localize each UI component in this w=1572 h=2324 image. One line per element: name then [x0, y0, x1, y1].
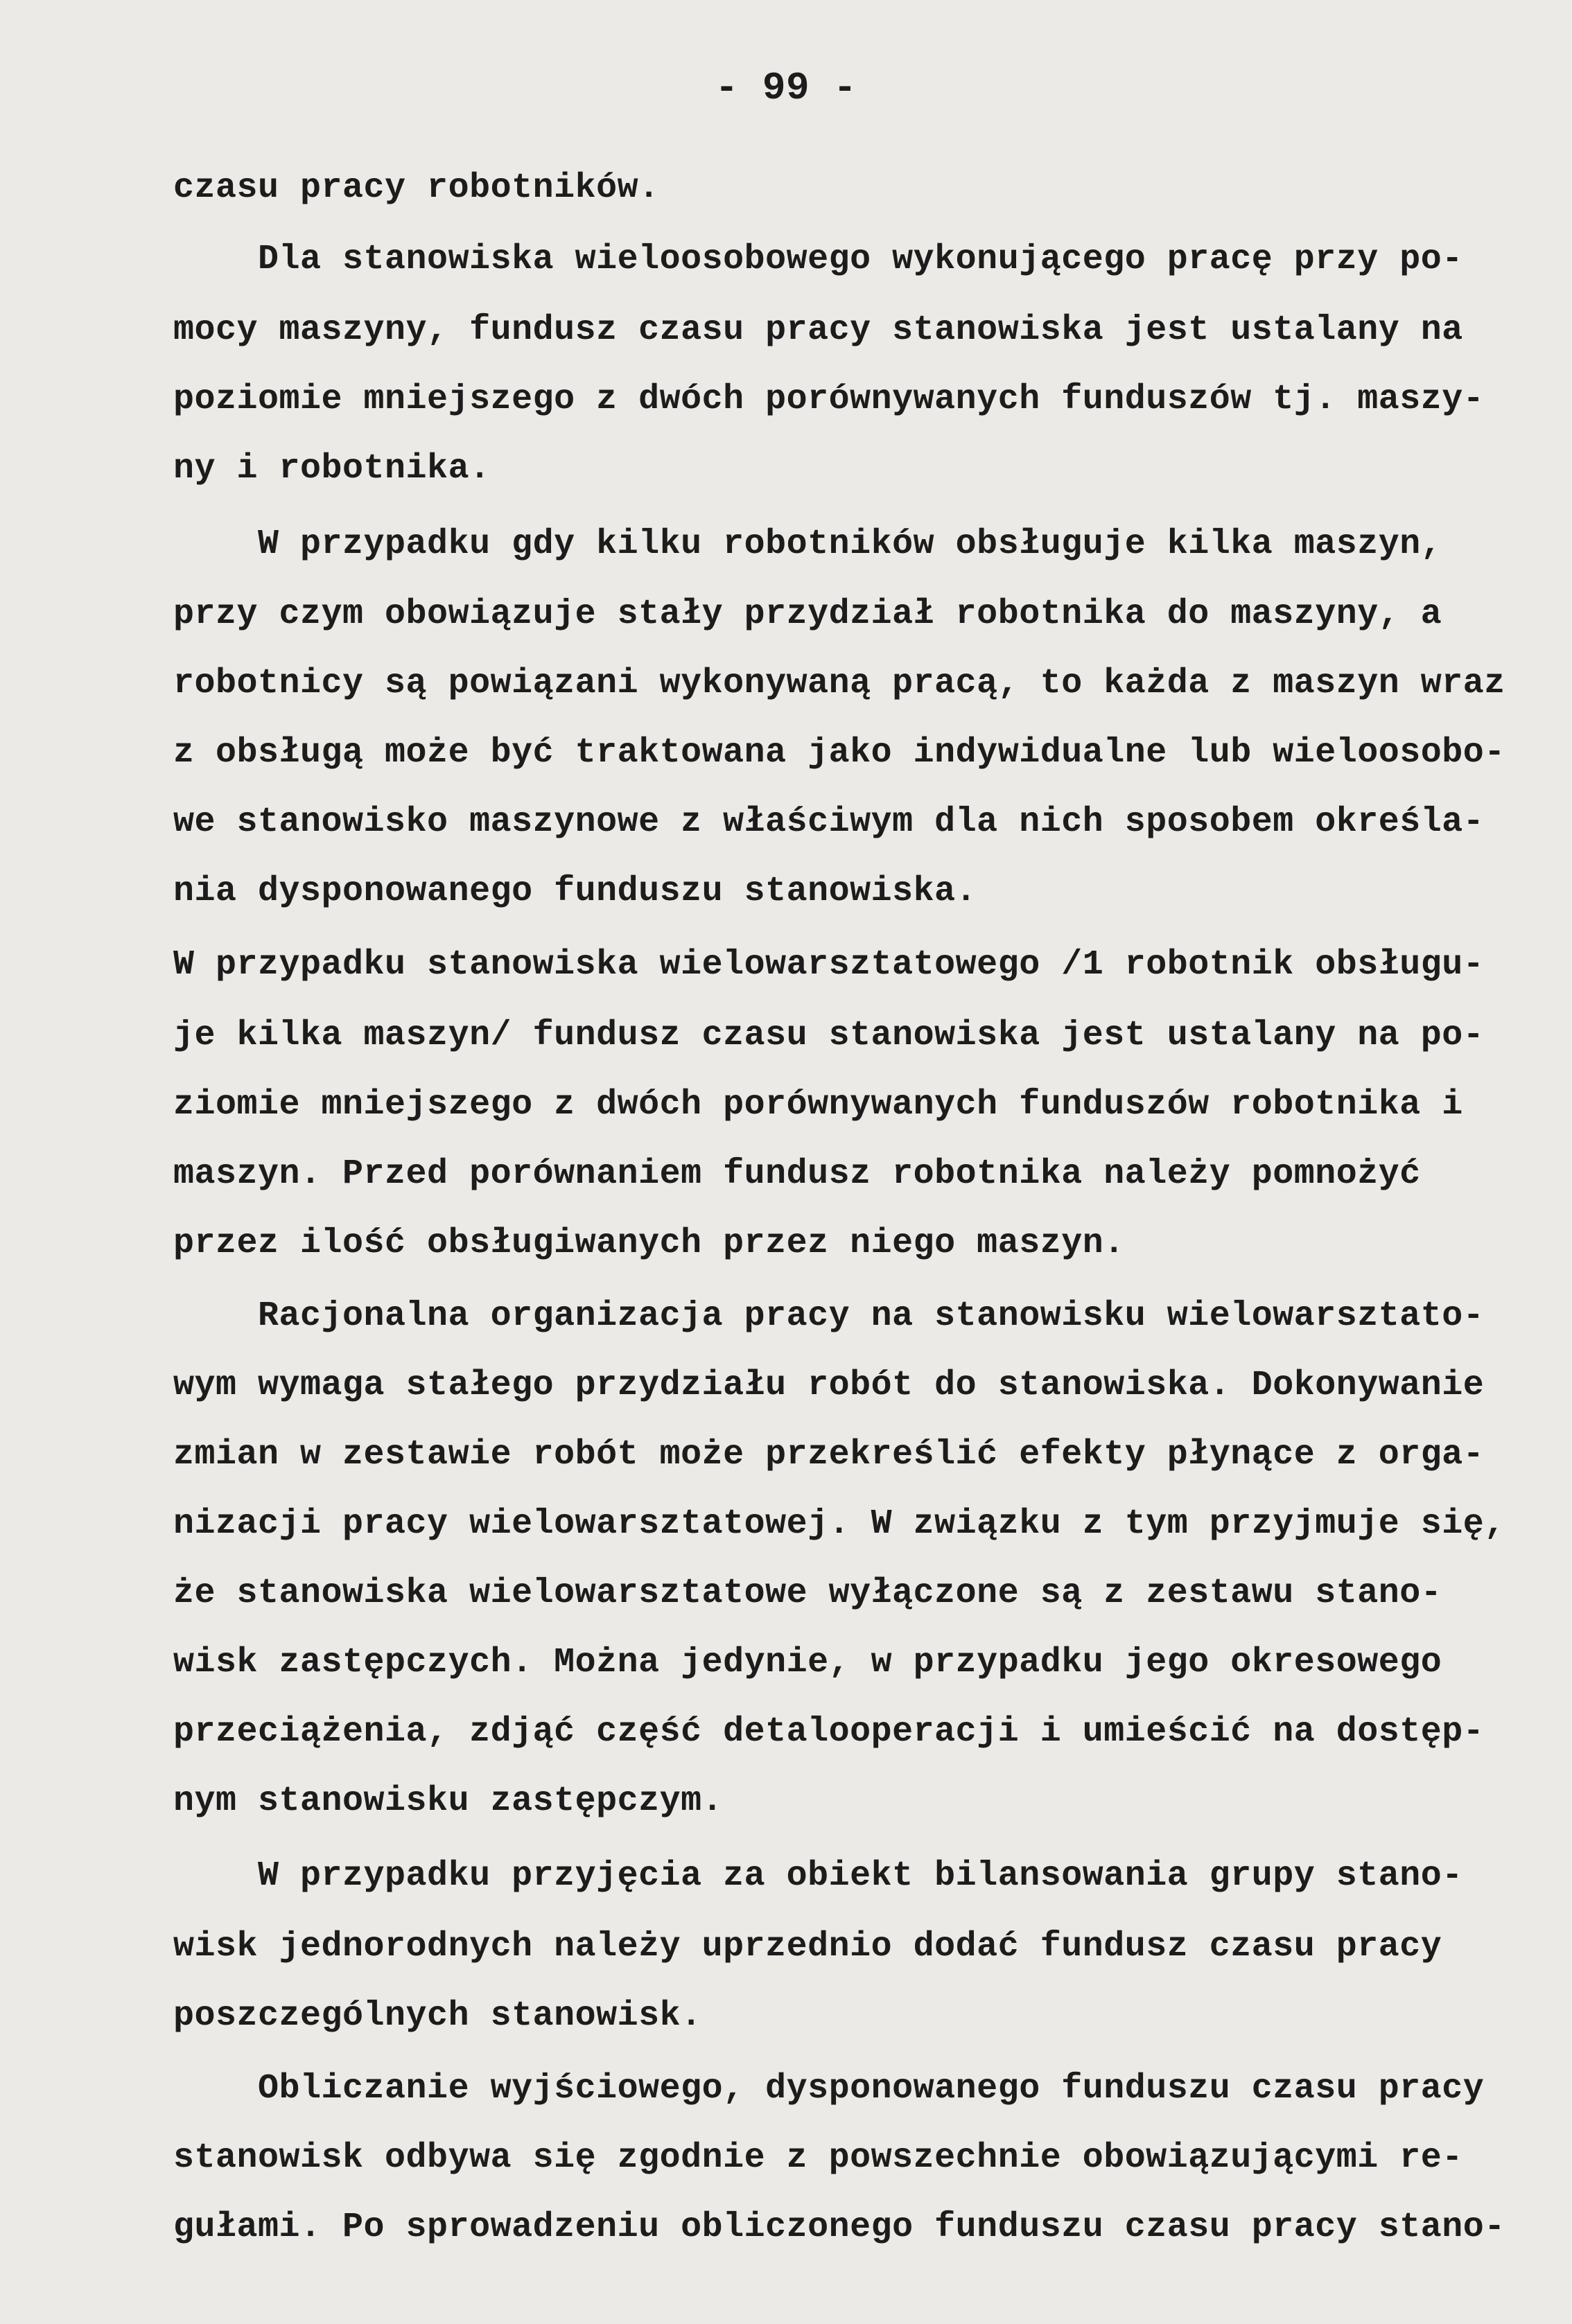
text-line: nym stanowisku zastępczym. [173, 1781, 724, 1821]
text-line: Racjonalna organizacja pracy na stanowisku wielowarsztato- [173, 1296, 1485, 1336]
text-line: z obsługą może być traktowana jako indywidualne lub wieloosobo- [173, 733, 1505, 773]
text-line: nizacji pracy wielowarsztatowej. W związku z tym przyjmuje się, [173, 1504, 1505, 1544]
text-line: czasu pracy robotników. [173, 168, 660, 208]
text-line: Obliczanie wyjściowego, dysponowanego funduszu czasu pracy [173, 2069, 1485, 2109]
text-line: zmian w zestawie robót może przekreślić efekty płynące z orga- [173, 1435, 1485, 1474]
text-line: W przypadku stanowiska wielowarsztatowego /1 robotnik obsługu- [173, 945, 1485, 985]
text-line: robotnicy są powiązani wykonywaną pracą, to każda z maszyn wraz [173, 664, 1505, 703]
text-line: wym wymaga stałego przydziału robót do stanowiska. Dokonywanie [173, 1366, 1485, 1405]
text-line: przez ilość obsługiwanych przez niego maszyn. [173, 1224, 1125, 1263]
text-line: je kilka maszyn/ fundusz czasu stanowiska jest ustalany na po- [173, 1016, 1485, 1055]
text-line: poszczególnych stanowisk. [173, 1996, 702, 2036]
text-line: we stanowisko maszynowe z właściwym dla nich sposobem określa- [173, 802, 1485, 842]
text-line: wisk zastępczych. Można jedynie, w przypadku jego okresowego [173, 1643, 1442, 1682]
text-line: że stanowiska wielowarsztatowe wyłączone są z zestawu stano- [173, 1574, 1442, 1613]
text-line: mocy maszyny, fundusz czasu pracy stanowiska jest ustalany na [173, 310, 1463, 350]
text-line: ziomie mniejszego z dwóch porównywanych funduszów robotnika i [173, 1085, 1463, 1125]
page-number: - 99 - [715, 66, 857, 110]
text-line: W przypadku gdy kilku robotników obsługuje kilka maszyn, [173, 525, 1442, 564]
text-line: gułami. Po sprowadzeniu obliczonego funduszu czasu pracy stano- [173, 2208, 1505, 2247]
text-line: nia dysponowanego funduszu stanowiska. [173, 872, 977, 911]
text-line: Dla stanowiska wieloosobowego wykonującego pracę przy po- [173, 240, 1463, 279]
text-line: wisk jednorodnych należy uprzednio dodać fundusz czasu pracy [173, 1927, 1442, 1966]
text-line: ny i robotnika. [173, 449, 491, 488]
text-line: przeciążenia, zdjąć część detalooperacji i umieścić na dostęp- [173, 1712, 1485, 1752]
text-line: przy czym obowiązuje stały przydział robotnika do maszyny, a [173, 595, 1442, 634]
text-line: maszyn. Przed porównaniem fundusz robotnika należy pomnożyć [173, 1154, 1421, 1194]
text-line: stanowisk odbywa się zgodnie z powszechnie obowiązującymi re- [173, 2138, 1463, 2178]
text-line: W przypadku przyjęcia za obiekt bilansowania grupy stano- [173, 1856, 1463, 1896]
text-line: poziomie mniejszego z dwóch porównywanych funduszów tj. maszy- [173, 380, 1485, 419]
